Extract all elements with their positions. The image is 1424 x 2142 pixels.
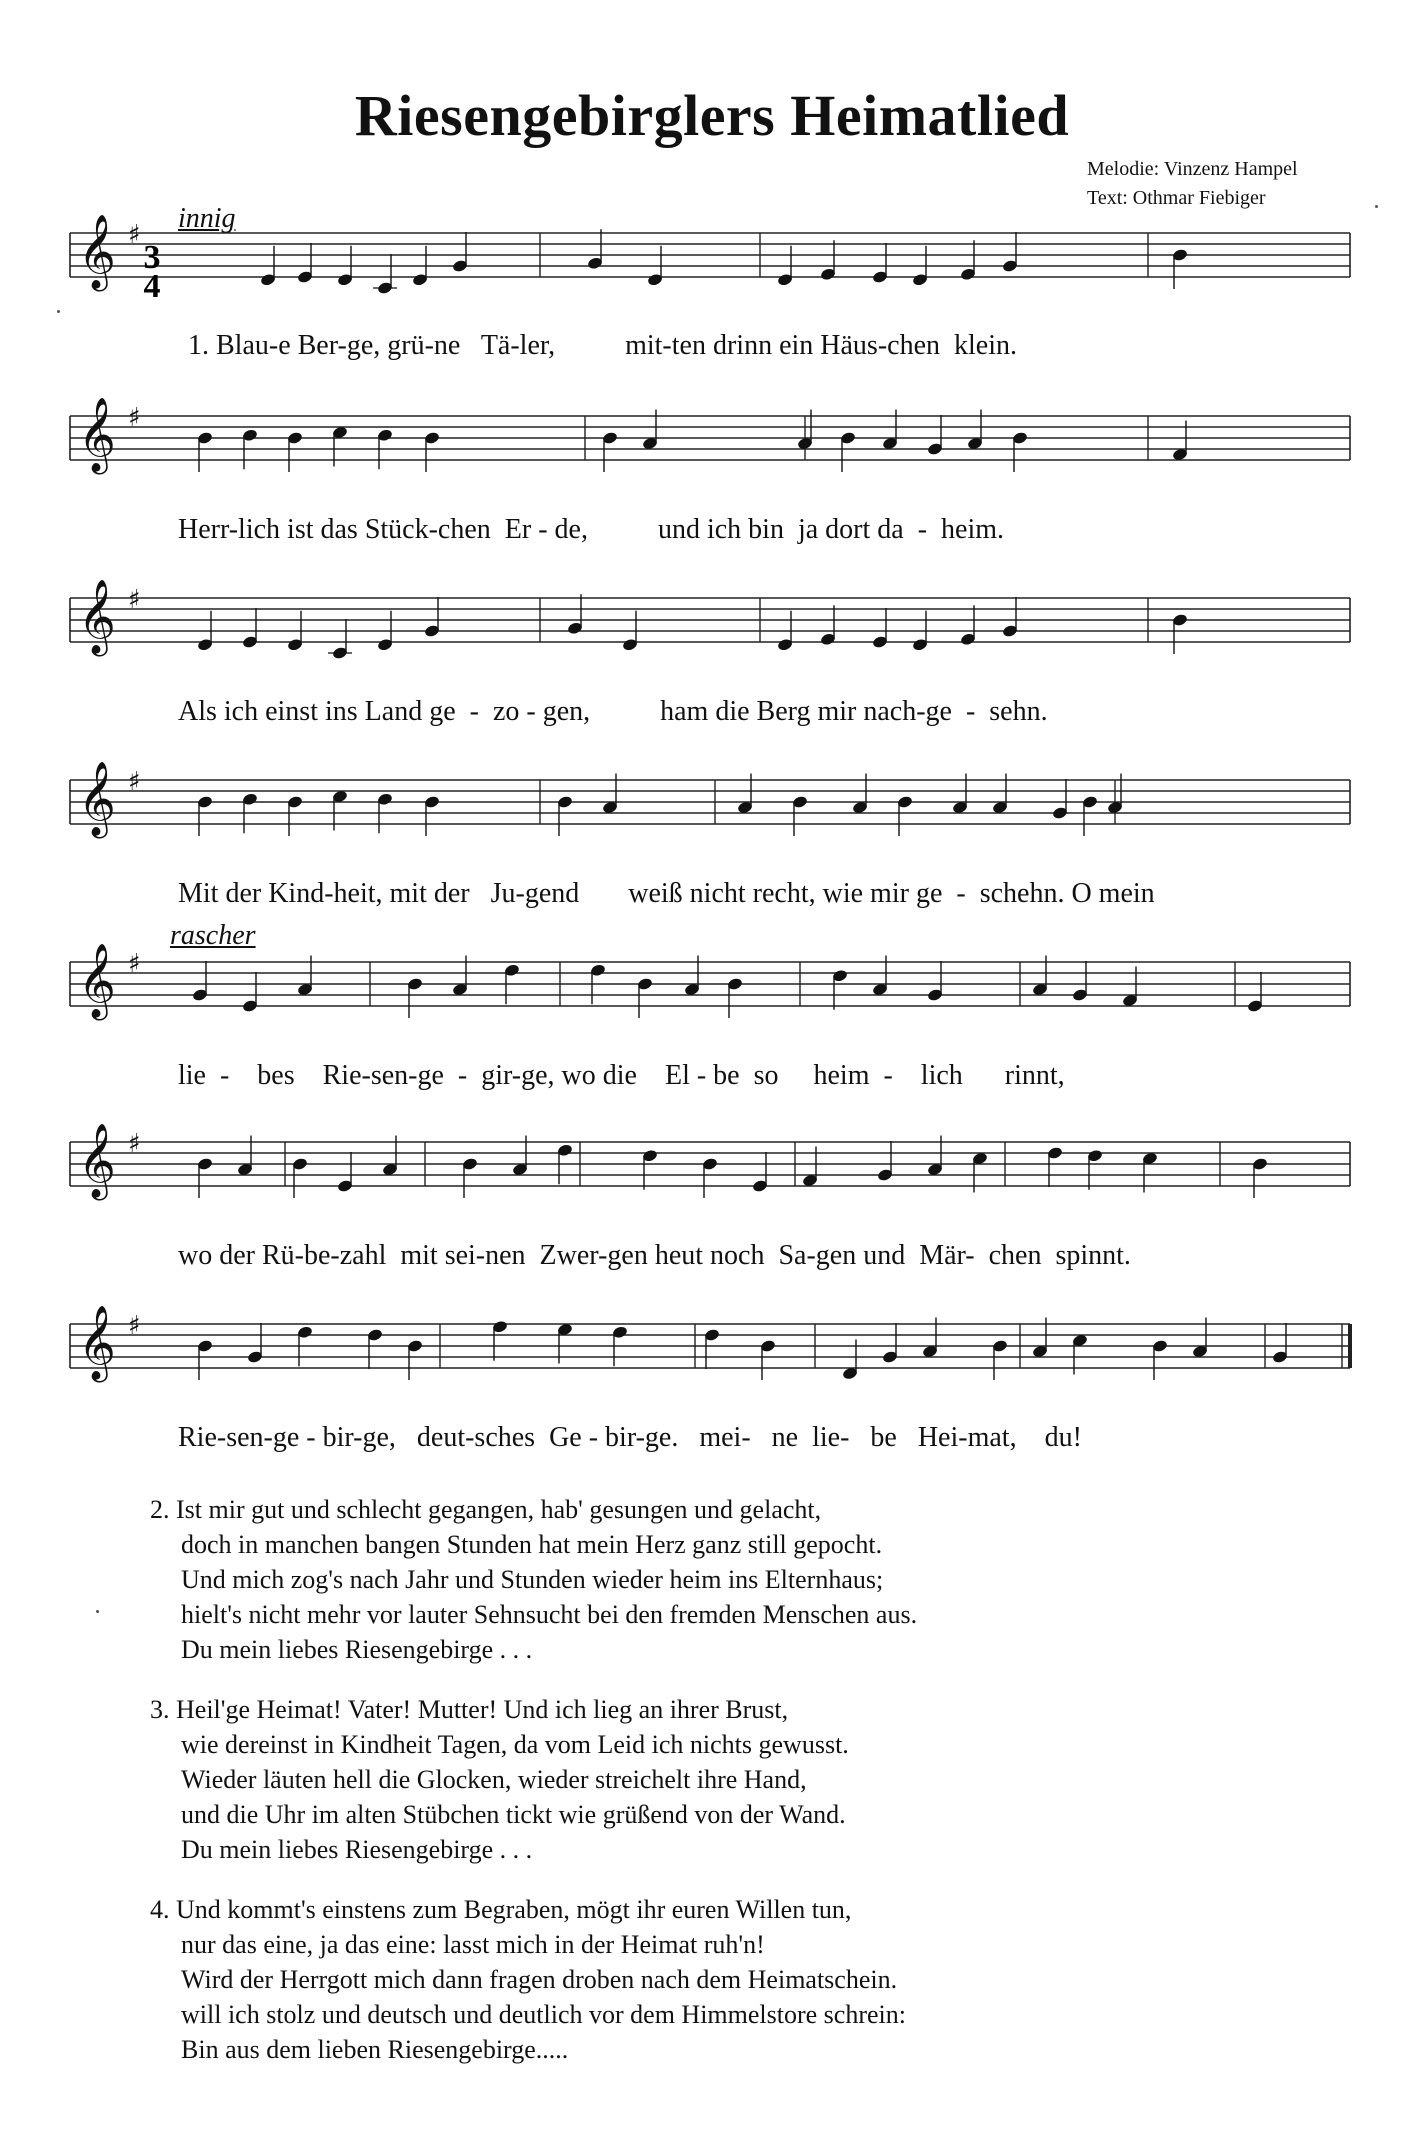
scan-speck (57, 310, 60, 313)
note (407, 1339, 424, 1380)
note (242, 608, 259, 649)
note (452, 232, 469, 273)
note (287, 795, 304, 836)
note (1152, 1339, 1169, 1380)
note (727, 977, 744, 1018)
note (367, 1328, 384, 1369)
note (840, 431, 857, 472)
sharp-icon: ♯ (128, 949, 141, 979)
note (872, 243, 889, 284)
note (328, 619, 352, 660)
text-credit: Text: Othmar Fiebiger (1087, 187, 1266, 209)
song-title: Riesengebirglers Heimatlied (354, 83, 1070, 148)
sharp-icon: ♯ (128, 585, 141, 615)
note (1247, 972, 1264, 1013)
note (872, 608, 889, 649)
music-system (70, 1306, 1350, 1383)
note (1252, 1157, 1269, 1198)
note (242, 972, 259, 1013)
note (287, 431, 304, 472)
sharp-icon: ♯ (128, 220, 141, 250)
treble-clef-icon: 𝄞 (78, 215, 116, 289)
note (1002, 232, 1019, 273)
music-system (70, 398, 1350, 475)
sharp-icon: ♯ (128, 1129, 141, 1159)
treble-clef-icon: 𝄞 (78, 1306, 116, 1380)
note (247, 1323, 264, 1364)
treble-clef-icon: 𝄞 (78, 1124, 116, 1198)
note (407, 977, 424, 1018)
verse-number: 3. (150, 1695, 170, 1724)
note (704, 1328, 721, 1369)
lyric-line-1: 1. Blau-e Ber-ge, grü-ne Tä-ler, mit-ten drinn ein Häus-chen klein. (188, 330, 1017, 361)
time-signature-bottom: 4 (143, 268, 161, 305)
verse-3: 3. Heil'ge Heimat! Vater! Mutter! Und ich lieg an ihrer Brust, wie dereinst in Kindheit Tagen, da vom Leid ich nichts gewusst. Wieder läuten hell die Glocken, wieder streichelt ihre Hand, und die Uhr im alten Stübchen tickt wie grüßend von der Wand. Du mein liebes Riesengebirge . . . (150, 1695, 849, 1864)
lyric-line-7: Rie-sen-ge - bir-ge, deut-sches Ge - bir-ge. mei- ne lie- be Hei-mat, du! (178, 1422, 1082, 1453)
note (1072, 961, 1089, 1002)
note (960, 240, 977, 281)
scan-speck (1375, 205, 1378, 208)
note (557, 795, 574, 836)
note (1172, 613, 1189, 654)
music-system (70, 580, 1350, 660)
note (877, 1141, 894, 1182)
note (1002, 597, 1019, 638)
note (820, 240, 837, 281)
note (602, 431, 619, 472)
note (1172, 248, 1189, 289)
note (567, 594, 584, 635)
note (832, 969, 849, 1010)
note (1082, 795, 1099, 836)
note (197, 795, 214, 836)
lyric-line-5: lie - bes Rie-sen-ge - gir-ge, wo die El - be so heim - lich rinnt, (178, 1060, 1065, 1091)
note (1012, 431, 1029, 472)
melody-credit: Melodie: Vinzenz Hampel (1087, 158, 1298, 180)
note (192, 961, 209, 1002)
tempo-marking-innig: innig (178, 203, 236, 234)
note (637, 977, 654, 1018)
note (1272, 1323, 1289, 1364)
music-system (70, 944, 1350, 1021)
note (337, 1152, 354, 1193)
treble-clef-icon: 𝄞 (78, 398, 116, 472)
note (197, 1157, 214, 1198)
note (1047, 1146, 1064, 1187)
note (960, 605, 977, 646)
note (897, 795, 914, 836)
note (197, 431, 214, 472)
note (424, 597, 441, 638)
note (297, 243, 314, 284)
lyric-line-3: Als ich einst ins Land ge - zo - gen, ham die Berg mir nach-ge - sehn. (178, 696, 1048, 727)
note (927, 415, 944, 456)
note (702, 1157, 719, 1198)
note (792, 795, 809, 836)
note (424, 795, 441, 836)
verse-2: 2. Ist mir gut und schlecht gegangen, hab' gesungen und gelacht, doch in manchen bangen Stunden hat mein Herz ganz still gepocht. Und mich zog's nach Jahr und Stunden wieder heim ins Elternhaus; hielt's nicht mehr vor lauter Sehnsucht bei den fremden Menschen aus. Du mein liebes Riesengebirge . . . (150, 1495, 918, 1664)
music-system (70, 1124, 1350, 1201)
verse-number: 4. (150, 1895, 170, 1924)
treble-clef-icon: 𝄞 (78, 580, 116, 654)
sharp-icon: ♯ (128, 1311, 141, 1341)
note (462, 1157, 479, 1198)
note (492, 1320, 509, 1361)
tempo-marking-rascher: rascher (170, 920, 256, 951)
note (992, 1339, 1009, 1380)
treble-clef-icon: 𝄞 (78, 762, 116, 836)
lyric-line-2: Herr-lich ist das Stück-chen Er - de, und ich bin ja dort da - heim. (178, 514, 1004, 545)
note (587, 229, 604, 270)
note (882, 1323, 899, 1364)
note (197, 1339, 214, 1380)
note (1052, 779, 1069, 820)
treble-clef-icon: 𝄞 (78, 944, 116, 1018)
verse-4: 4. Und kommt's einstens zum Begraben, mögt ihr euren Willen tun, nur das eine, ja das eine: lasst mich in der Heimat ruh'n! Wird der Herrgott mich dann fragen droben nach dem Heimatschein. will ich stolz und deutsch und deutlich vor dem Himmelstore schrein: Bin aus dem lieben Riesengebirge..... (150, 1895, 906, 2064)
music-system (70, 215, 1350, 295)
note (642, 1149, 659, 1190)
note (752, 1152, 769, 1193)
lyric-line-6: wo der Rü-be-zahl mit sei-nen Zwer-gen heut noch Sa-gen und Mär- chen spinnt. (178, 1240, 1131, 1271)
sharp-icon: ♯ (128, 403, 141, 433)
note (424, 431, 441, 472)
time-signature-top: 3 (143, 239, 161, 276)
note (1087, 1149, 1104, 1190)
sharp-icon: ♯ (128, 767, 141, 797)
note (927, 961, 944, 1002)
note (292, 1157, 309, 1198)
note (760, 1339, 777, 1380)
verse-number: 2. (150, 1495, 170, 1524)
note (820, 605, 837, 646)
lyric-line-4: Mit der Kind-heit, mit der Ju-gend weiß nicht recht, wie mir ge - schehn. O mein (178, 878, 1155, 909)
scan-speck (96, 1610, 99, 1613)
music-system (70, 762, 1350, 839)
note (373, 254, 397, 295)
